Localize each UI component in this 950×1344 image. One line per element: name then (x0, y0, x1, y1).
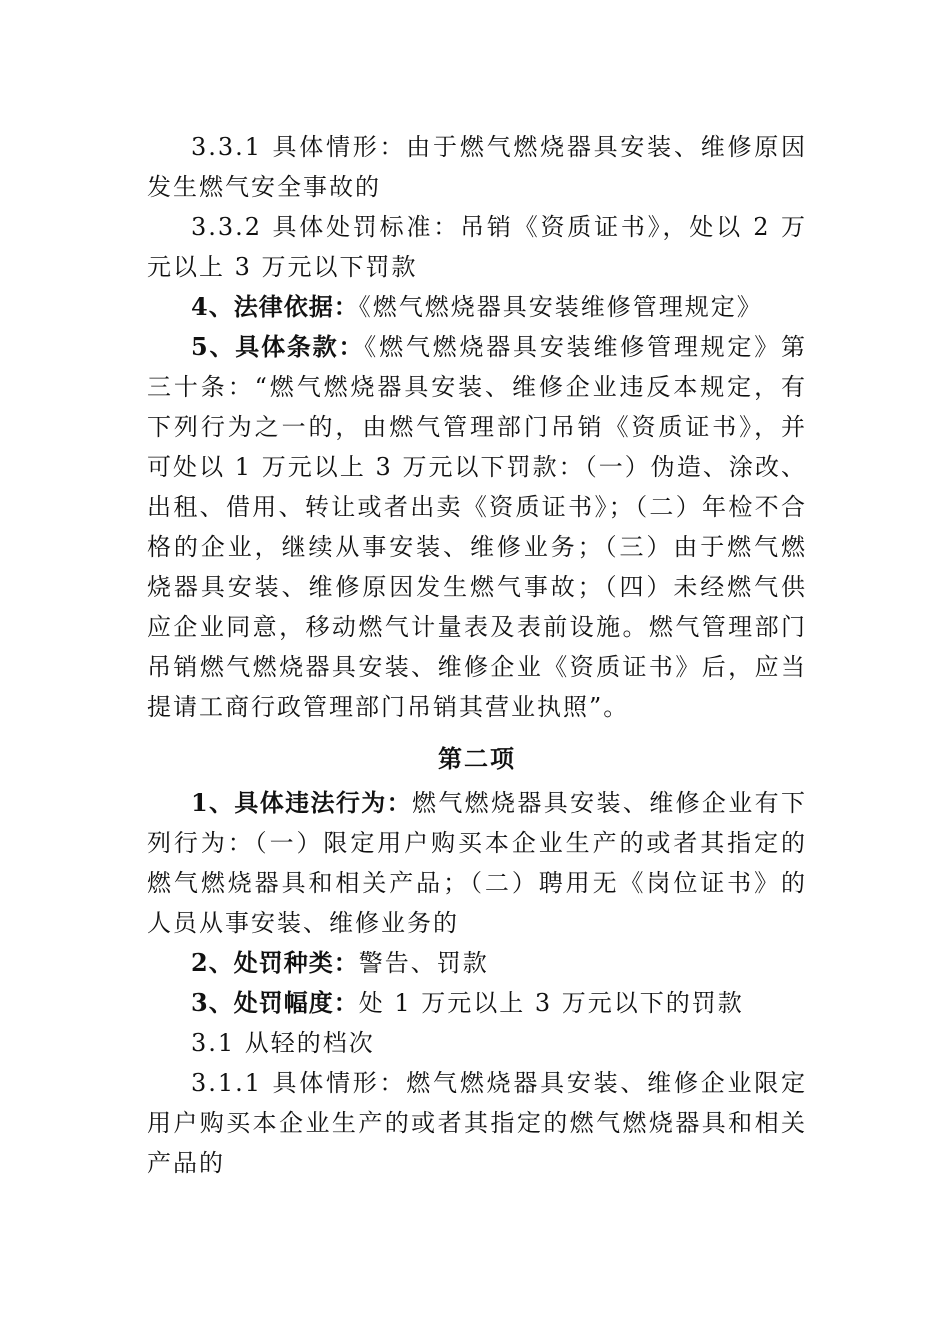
paragraph-text: 处 1 万元以上 3 万元以下的罚款 (358, 989, 744, 1017)
paragraph-text: 警告、罚款 (358, 949, 489, 977)
paragraph-label: 5、具体条款： (191, 332, 365, 361)
paragraph-penalty-range (147, 983, 807, 1023)
paragraph-3-1: 3.1 从轻的档次 (191, 1029, 375, 1057)
paragraph-label: 3.1.1 具体情形： (191, 1069, 407, 1097)
paragraph-violation (147, 783, 807, 943)
paragraph-label: 2、处罚种类： (191, 948, 359, 977)
paragraph-text: 燃气燃烧器具安装、维修企业限定用户购买本企业生产的或者其指定的燃气燃烧器具和相关产品的 (147, 1069, 808, 1177)
paragraph-label: 3.3.1 具体情形： (191, 133, 407, 161)
paragraph-label: 3.3.2 具体处罚标准： (191, 213, 461, 241)
paragraph-label: 3、处罚幅度： (191, 988, 359, 1017)
paragraph-text: 吊销《资质证书》，处以 2 万元以上 3 万元以下罚款 (147, 213, 807, 281)
paragraph-text: 《燃气燃烧器具安装维修管理规定》第三十条：“燃气燃烧器具安装、维修企业违反本规定，有下列行为之一的，由燃气管理部门吊销《资质证书》，并可处以 1 万元以上 3 万元以下罚款：（一）伪造、涂改、出租、借用、转让或者出卖《资质证书》；（二）年检不合格的企业，继续从事安装、维修业务；（三）由于燃气燃烧器具安装、维修原因发生燃气事故；（四）未经燃气供应企业同意，移动燃气计量表及表前设施。燃气管理部门吊销燃气燃烧器具安装、维修企业《资质证书》后，应当提请工商行政管理部门吊销其营业执照”。 (147, 333, 808, 721)
paragraph-legal-basis (147, 287, 807, 327)
paragraph-label: 4、法律依据： (191, 292, 359, 321)
paragraph-3-3-1 (147, 127, 807, 207)
paragraph-text: 《燃气燃烧器具安装维修管理规定》 (358, 293, 763, 321)
document-body (147, 127, 807, 1183)
paragraph-label: 1、具体违法行为： (191, 788, 412, 817)
paragraph-3-1-1 (147, 1063, 807, 1183)
paragraph-penalty-type (147, 943, 807, 983)
paragraph-text: 燃气燃烧器具安装、维修企业有下列行为：（一）限定用户购买本企业生产的或者其指定的燃气燃烧器具和相关产品；（二）聘用无《岗位证书》的人员从事安装、维修业务的 (147, 789, 808, 937)
paragraph-specific-clause (147, 327, 807, 727)
section-heading: 第二项 (438, 744, 516, 773)
paragraph-3-3-2 (147, 207, 807, 287)
paragraph-text: 由于燃气燃烧器具安装、维修原因发生燃气安全事故的 (147, 133, 808, 201)
